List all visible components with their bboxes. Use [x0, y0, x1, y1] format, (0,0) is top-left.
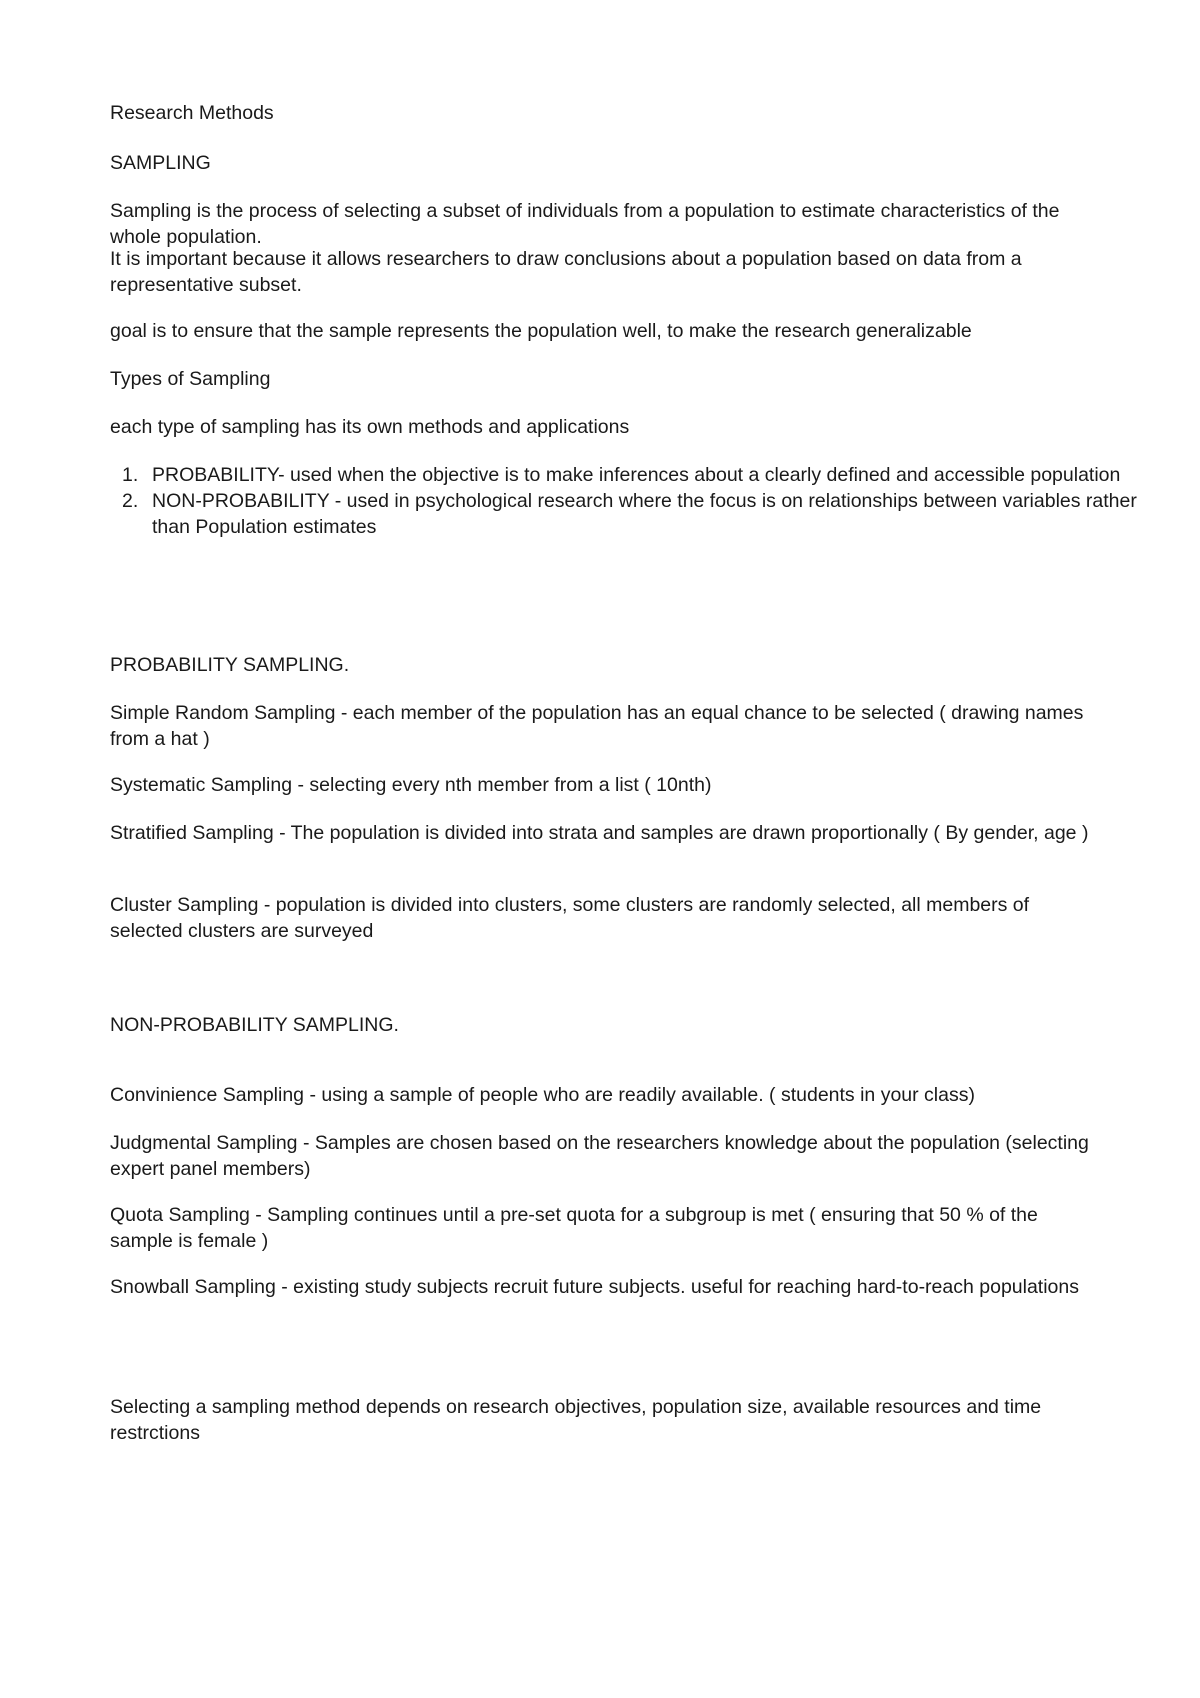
probability-item-simple-random: Simple Random Sampling - each member of the population has an equal chance to be selected ( drawing names from a hat ): [110, 702, 1084, 750]
probability-item-systematic: Systematic Sampling - selecting every nth member from a list ( 10nth): [110, 774, 712, 796]
list-item-number: 1.: [122, 464, 139, 486]
list-item: [122, 488, 1142, 540]
types-list: [110, 462, 1142, 540]
nonprobability-item-convenience: Convinience Sampling - using a sample of people who are readily available. ( students in your class): [110, 1084, 975, 1106]
probability-item-cluster: Cluster Sampling - population is divided into clusters, some clusters are randomly selected, all members of selected clusters are surveyed: [110, 894, 1030, 942]
nonprobability-item-quota: Quota Sampling - Sampling continues until a pre-set quota for a subgroup is met ( ensuring that 50 % of the sample is female ): [110, 1204, 1038, 1252]
types-heading: Types of Sampling: [110, 368, 271, 390]
list-item-number: 2.: [122, 490, 139, 512]
section-heading-sampling: SAMPLING: [110, 152, 211, 174]
list-item: [122, 462, 1142, 488]
list-item-text: PROBABILITY- used when the objective is to make inferences about a clearly defined and accessible population: [152, 464, 1121, 486]
probability-item-stratified: Stratified Sampling - The population is divided into strata and samples are drawn proportionally ( By gender, age ): [110, 822, 1089, 844]
probability-heading: PROBABILITY SAMPLING.: [110, 654, 350, 676]
list-item-text: NON-PROBABILITY - used in psychological research where the focus is on relationships between variables rather than Population estimates: [152, 490, 1137, 538]
importance-paragraph: It is important because it allows researchers to draw conclusions about a population based on data from a representative subset.: [110, 248, 1022, 296]
nonprobability-item-judgmental: Judgmental Sampling - Samples are chosen based on the researchers knowledge about the population (selecting expert panel members): [110, 1132, 1089, 1180]
nonprobability-item-snowball: Snowball Sampling - existing study subjects recruit future subjects. useful for reaching hard-to-reach populations: [110, 1276, 1080, 1298]
types-intro: each type of sampling has its own methods and applications: [110, 416, 630, 438]
intro-paragraph: Sampling is the process of selecting a subset of individuals from a population to estimate characteristics of the whole population.: [110, 200, 1060, 248]
goal-paragraph: goal is to ensure that the sample represents the population well, to make the research generalizable: [110, 320, 972, 342]
document-title: Research Methods: [110, 102, 274, 124]
conclusion-paragraph: Selecting a sampling method depends on research objectives, population size, available resources and time restrctions: [110, 1396, 1042, 1444]
nonprobability-heading: NON-PROBABILITY SAMPLING.: [110, 1014, 399, 1036]
